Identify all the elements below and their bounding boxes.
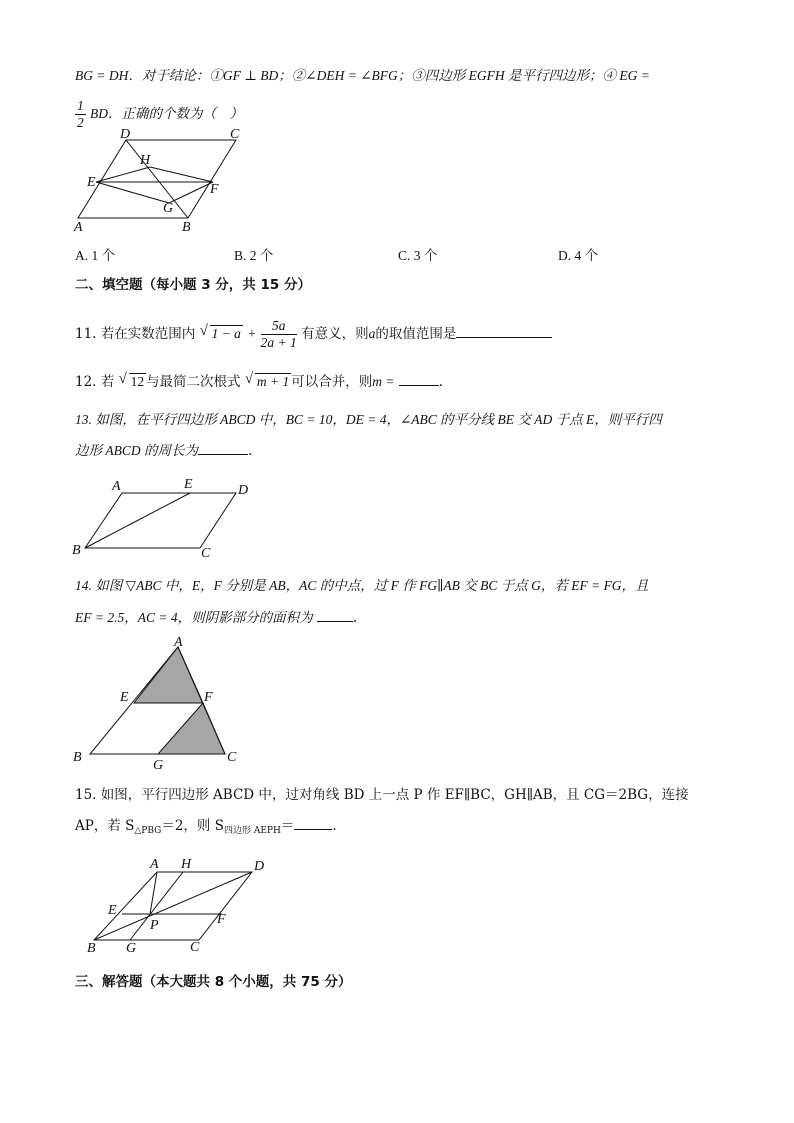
q12-tail: . — [438, 374, 444, 390]
q10-frac-num: 1 — [77, 98, 84, 113]
q14-line1: 14. 如图 ▽ABC 中，E，F 分别是 AB，AC 的中点，过 F 作 FG∥AB 交 BC 于点 G，若 EF = FG，且 — [75, 578, 649, 593]
q10-line2 — [75, 98, 243, 131]
q13-parallelogram — [85, 493, 236, 548]
q15-label-f: F — [217, 912, 226, 927]
q15-label-g: G — [126, 941, 137, 956]
q13-label-b: B — [72, 543, 81, 558]
q10-segment-eh — [96, 167, 150, 182]
q15-sub-aeph: 四边形 AEPH — [223, 826, 281, 836]
q12-sqrt1: √ 12 — [118, 371, 145, 389]
q11-suffix: 有意义，则 — [301, 326, 369, 342]
q15-label-c: C — [190, 940, 200, 955]
q10-label-h: H — [140, 153, 151, 168]
q11-tail: 的取值范围是 — [375, 326, 457, 342]
q12-mid: 与最简二次根式 — [146, 374, 241, 390]
q15-diagonal-bd — [94, 872, 252, 940]
q11-plus: + — [247, 326, 257, 341]
q14-label-e: E — [120, 690, 129, 705]
q11-radicand: 1 − a — [211, 326, 241, 341]
q15-line2-a: AP，若 S — [75, 818, 135, 834]
q15-label-h: H — [181, 857, 192, 872]
q10-label-c: C — [230, 127, 240, 142]
q12-suffix: 可以合并，则 — [291, 374, 373, 390]
q15-line1: 15. 如图，平行四边形 ABCD 中，过对角线 BD 上一点 P 作 EF∥BC，GH∥AB，且 CG＝2BG，连接 — [75, 787, 689, 803]
q14-answer-blank[interactable] — [317, 621, 353, 622]
q10-option-a[interactable]: A. 1 个 — [75, 248, 116, 263]
q15-label-p: P — [150, 918, 159, 933]
q13-line1: 13. 如图，在平行四边形 ABCD 中，BC = 10，DE = 4，∠ABC 的平分线 BE 交 AD 于点 E，则平行四 — [75, 412, 662, 427]
q13-label-e: E — [184, 477, 193, 492]
q15-line2-c: ＝ — [280, 818, 295, 834]
q10-figure — [70, 127, 250, 235]
q13-label-d: D — [238, 483, 249, 498]
q12-eq: m = — [372, 374, 395, 389]
q13-label-a: A — [112, 479, 121, 494]
q15-sub-pbg: △PBG — [134, 826, 162, 836]
q10-label-d: D — [120, 127, 131, 142]
section2-heading: 二、填空题（每小题 3 分，共 15 分） — [75, 277, 311, 293]
q14-shaded-triangle-aef — [134, 647, 203, 703]
q10-label-f: F — [210, 182, 219, 197]
q11-frac-den: 2a + 1 — [260, 335, 297, 350]
q15-label-e: E — [108, 903, 117, 918]
q14-shaded-triangle-fgc — [158, 703, 225, 754]
q11-fraction — [261, 318, 297, 351]
q12-line — [75, 372, 443, 392]
q13-tail: . — [248, 443, 253, 459]
q14-label-b: B — [73, 750, 82, 765]
q11-line — [75, 318, 552, 351]
q12-answer-blank[interactable] — [399, 385, 439, 386]
q14-line2-text: EF = 2.5，AC = 4，则阴影部分的面积为 — [75, 610, 313, 625]
q14-label-c: C — [227, 750, 237, 765]
q14-figure — [70, 635, 250, 773]
q13-line2 — [75, 441, 252, 461]
q12-sqrt2: √ m + 1 — [244, 371, 290, 389]
q14-tail: . — [352, 610, 358, 626]
q14-line2 — [75, 608, 357, 628]
q15-label-d: D — [254, 859, 265, 874]
q13-line2-text: 边形 ABCD 的周长为 — [75, 443, 198, 458]
q10-segment-hf — [150, 167, 213, 182]
q14-label-f: F — [204, 690, 213, 705]
q13-segment-be — [85, 493, 190, 548]
q14-label-a: A — [174, 635, 183, 650]
q10-option-c[interactable]: C. 3 个 — [398, 248, 438, 263]
q10-line2-rest: BD．正确的个数为（ ） — [90, 106, 244, 121]
q15-line2-b: ＝2，则 S — [161, 818, 224, 834]
q10-line1: BG = DH．对于结论：①GF ⊥ BD；②∠DEH = ∠BFG；③四边形 EGFH 是平行四边形；④ EG = — [75, 68, 650, 83]
q11-var: a — [368, 326, 376, 341]
q12-radicand2: m + 1 — [256, 374, 290, 389]
q11-prefix: 11. 若在实数范围内 — [75, 326, 196, 342]
q11-frac-num: 5a — [261, 318, 297, 335]
q10-label-g: G — [163, 201, 174, 216]
q10-option-b[interactable]: B. 2 个 — [234, 248, 274, 263]
q10-option-d[interactable]: D. 4 个 — [558, 248, 599, 263]
q10-label-b: B — [182, 220, 191, 235]
q15-label-a: A — [150, 857, 159, 872]
q10-diagonal-bd — [126, 140, 188, 218]
q13-figure — [70, 475, 260, 560]
q15-tail: . — [332, 818, 337, 834]
q15-figure — [80, 852, 280, 962]
q12-prefix: 12. 若 — [75, 374, 115, 390]
q10-segment-gf — [169, 182, 213, 203]
q10-label-a: A — [74, 220, 83, 235]
q10-segment-eg — [96, 182, 169, 203]
q10-fraction — [75, 98, 86, 131]
q13-answer-blank[interactable] — [198, 454, 248, 455]
q15-label-b: B — [87, 941, 96, 956]
q15-line2 — [75, 816, 337, 841]
q10-frac-den: 2 — [77, 115, 84, 130]
q12-radicand1: 12 — [130, 374, 145, 389]
section3-heading: 三、解答题（本大题共 8 个小题，共 75 分） — [75, 974, 352, 990]
q15-answer-blank[interactable] — [294, 829, 332, 830]
q14-label-g: G — [153, 758, 164, 773]
q10-label-e: E — [87, 175, 96, 190]
q13-label-c: C — [201, 546, 211, 561]
q11-sqrt: √ 1 − a — [199, 323, 241, 341]
q11-answer-blank[interactable] — [456, 337, 552, 338]
